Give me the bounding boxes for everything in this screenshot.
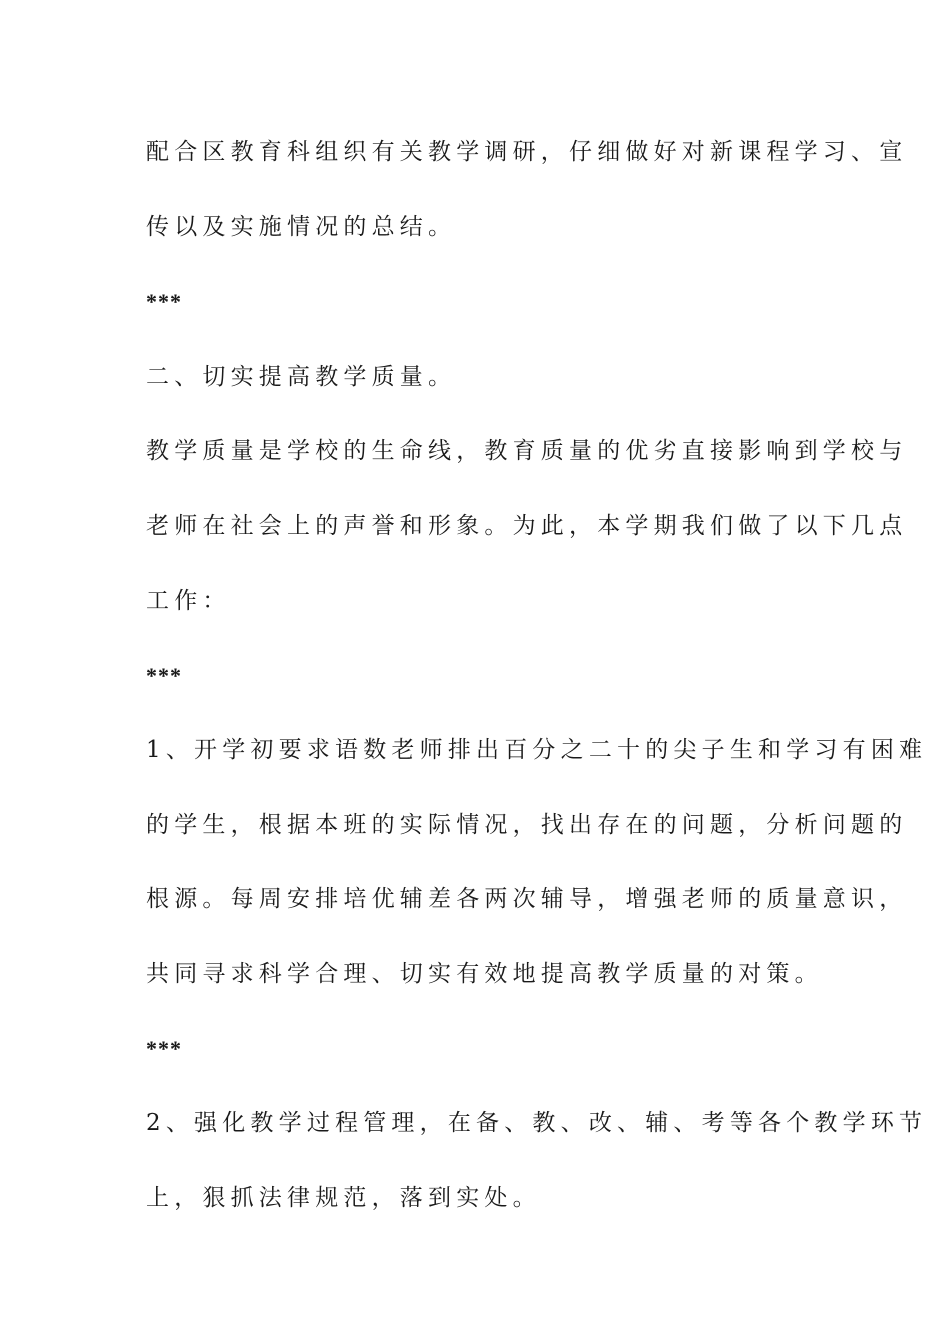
section-separator: *** [146,663,182,688]
list-item-line: 1、开学初要求语数老师排出百分之二十的尖子生和学习有困难 [146,737,928,763]
paragraph-line: 教学质量是学校的生命线，教育质量的优劣直接影响到学校与 [146,438,908,464]
list-item-line: 2、强化教学过程管理，在备、教、改、辅、考等各个教学环节 [146,1110,928,1136]
list-item-line: 的学生，根据本班的实际情况，找出存在的问题，分析问题的 [146,812,908,838]
paragraph-line: 老师在社会上的声誉和形象。为此，本学期我们做了以下几点 [146,513,908,539]
paragraph-line: 工作： [146,588,231,614]
section-separator: *** [146,1036,182,1061]
paragraph-line: 配合区教育科组织有关教学调研，仔细做好对新课程学习、宣 [146,139,908,165]
list-item-line: 根源。每周安排培优辅差各两次辅导，增强老师的质量意识， [146,886,908,912]
paragraph-line: 传以及实施情况的总结。 [146,214,457,240]
section-heading: 二、切实提高教学质量。 [146,364,457,390]
list-item-line: 共同寻求科学合理、切实有效地提高教学质量的对策。 [146,961,823,987]
list-item-line: 上，狠抓法律规范，落到实处。 [146,1185,541,1211]
section-separator: *** [146,289,182,314]
